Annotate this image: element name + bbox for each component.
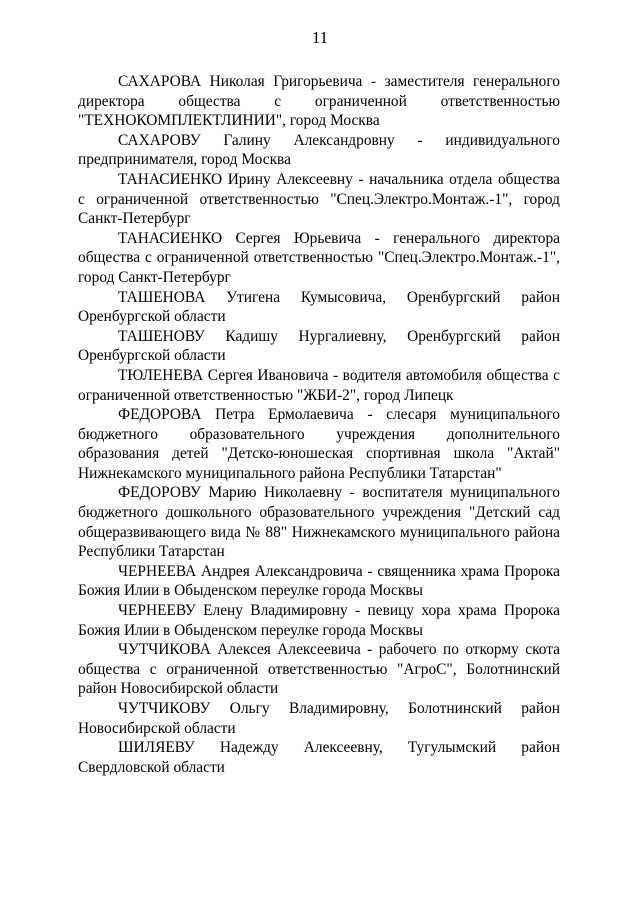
page-number: 11 (311, 28, 329, 47)
list-item: ШИЛЯЕВУ Надежду Алексеевну, Тугулымский район Свердловской области (78, 739, 560, 776)
list-item: САХАРОВА Николая Григорьевича - заместителя генерального директора общества с ограниченной ответственностью "ТЕХНОКОМПЛЕКТЛИНИИ", город Москва (78, 73, 560, 130)
list-item: ЧУТЧИКОВУ Ольгу Владимировну, Болотнинский район Новосибирской области (78, 700, 560, 737)
list-item: ТАШЕНОВА Утигена Кумысовича, Оренбургский район Оренбургской области (78, 288, 560, 326)
list-item: ФЕДОРОВА Петра Ермолаевича - слесаря муниципального бюджетного образовательного учреждения дополнительного образования детей "Детско-юношеская спортивная школа "Актай" Нижнекамского муниципального района Республики Татарстан" (78, 406, 560, 482)
list-item: ЧЕРНЕЕВУ Елену Владимировну - певицу хора храма Пророка Божия Илии в Обыденском переулке города Москвы (78, 602, 560, 639)
award-list (78, 72, 560, 777)
list-item: ЧЕРНЕЕВА Андрея Александровича - священника храма Пророка Божия Илии в Обыденском переулке города Москвы (78, 562, 560, 600)
list-item: ТАНАСИЕНКО Сергея Юрьевича - генерального директора общества с ограниченной ответственностью "Спец.Электро.Монтаж.-1", город Санкт-Петербург (78, 229, 560, 286)
list-item: ТЮЛЕНЕВА Сергея Ивановича - водителя автомобиля общества с ограниченной ответственностью "ЖБИ-2", город Липецк (78, 366, 560, 404)
list-item: ТАШЕНОВУ Кадишу Нургалиевну, Оренбургский район Оренбургской области (78, 327, 560, 365)
list-item: ЧУТЧИКОВА Алексея Алексеевича - рабочего по откорму скота общества с ограниченной ответственностью "АгроС", Болотнинский район Новосибирской области (78, 641, 560, 698)
list-item: САХАРОВУ Галину Александровну - индивидуального предпринимателя, город Москва (78, 131, 560, 169)
list-item: ТАНАСИЕНКО Ирину Алексеевну - начальника отдела общества с ограниченной ответственностью "Спец.Электро.Монтаж.-1", город Санкт-Петербург (78, 170, 560, 228)
list-item: ФЕДОРОВУ Марию Николаевну - воспитателя муниципального бюджетного дошкольного образовательного учреждения "Детский сад общеразвивающего вида № 88" Нижнекамского муниципального района Республики Татарстан (78, 484, 560, 561)
